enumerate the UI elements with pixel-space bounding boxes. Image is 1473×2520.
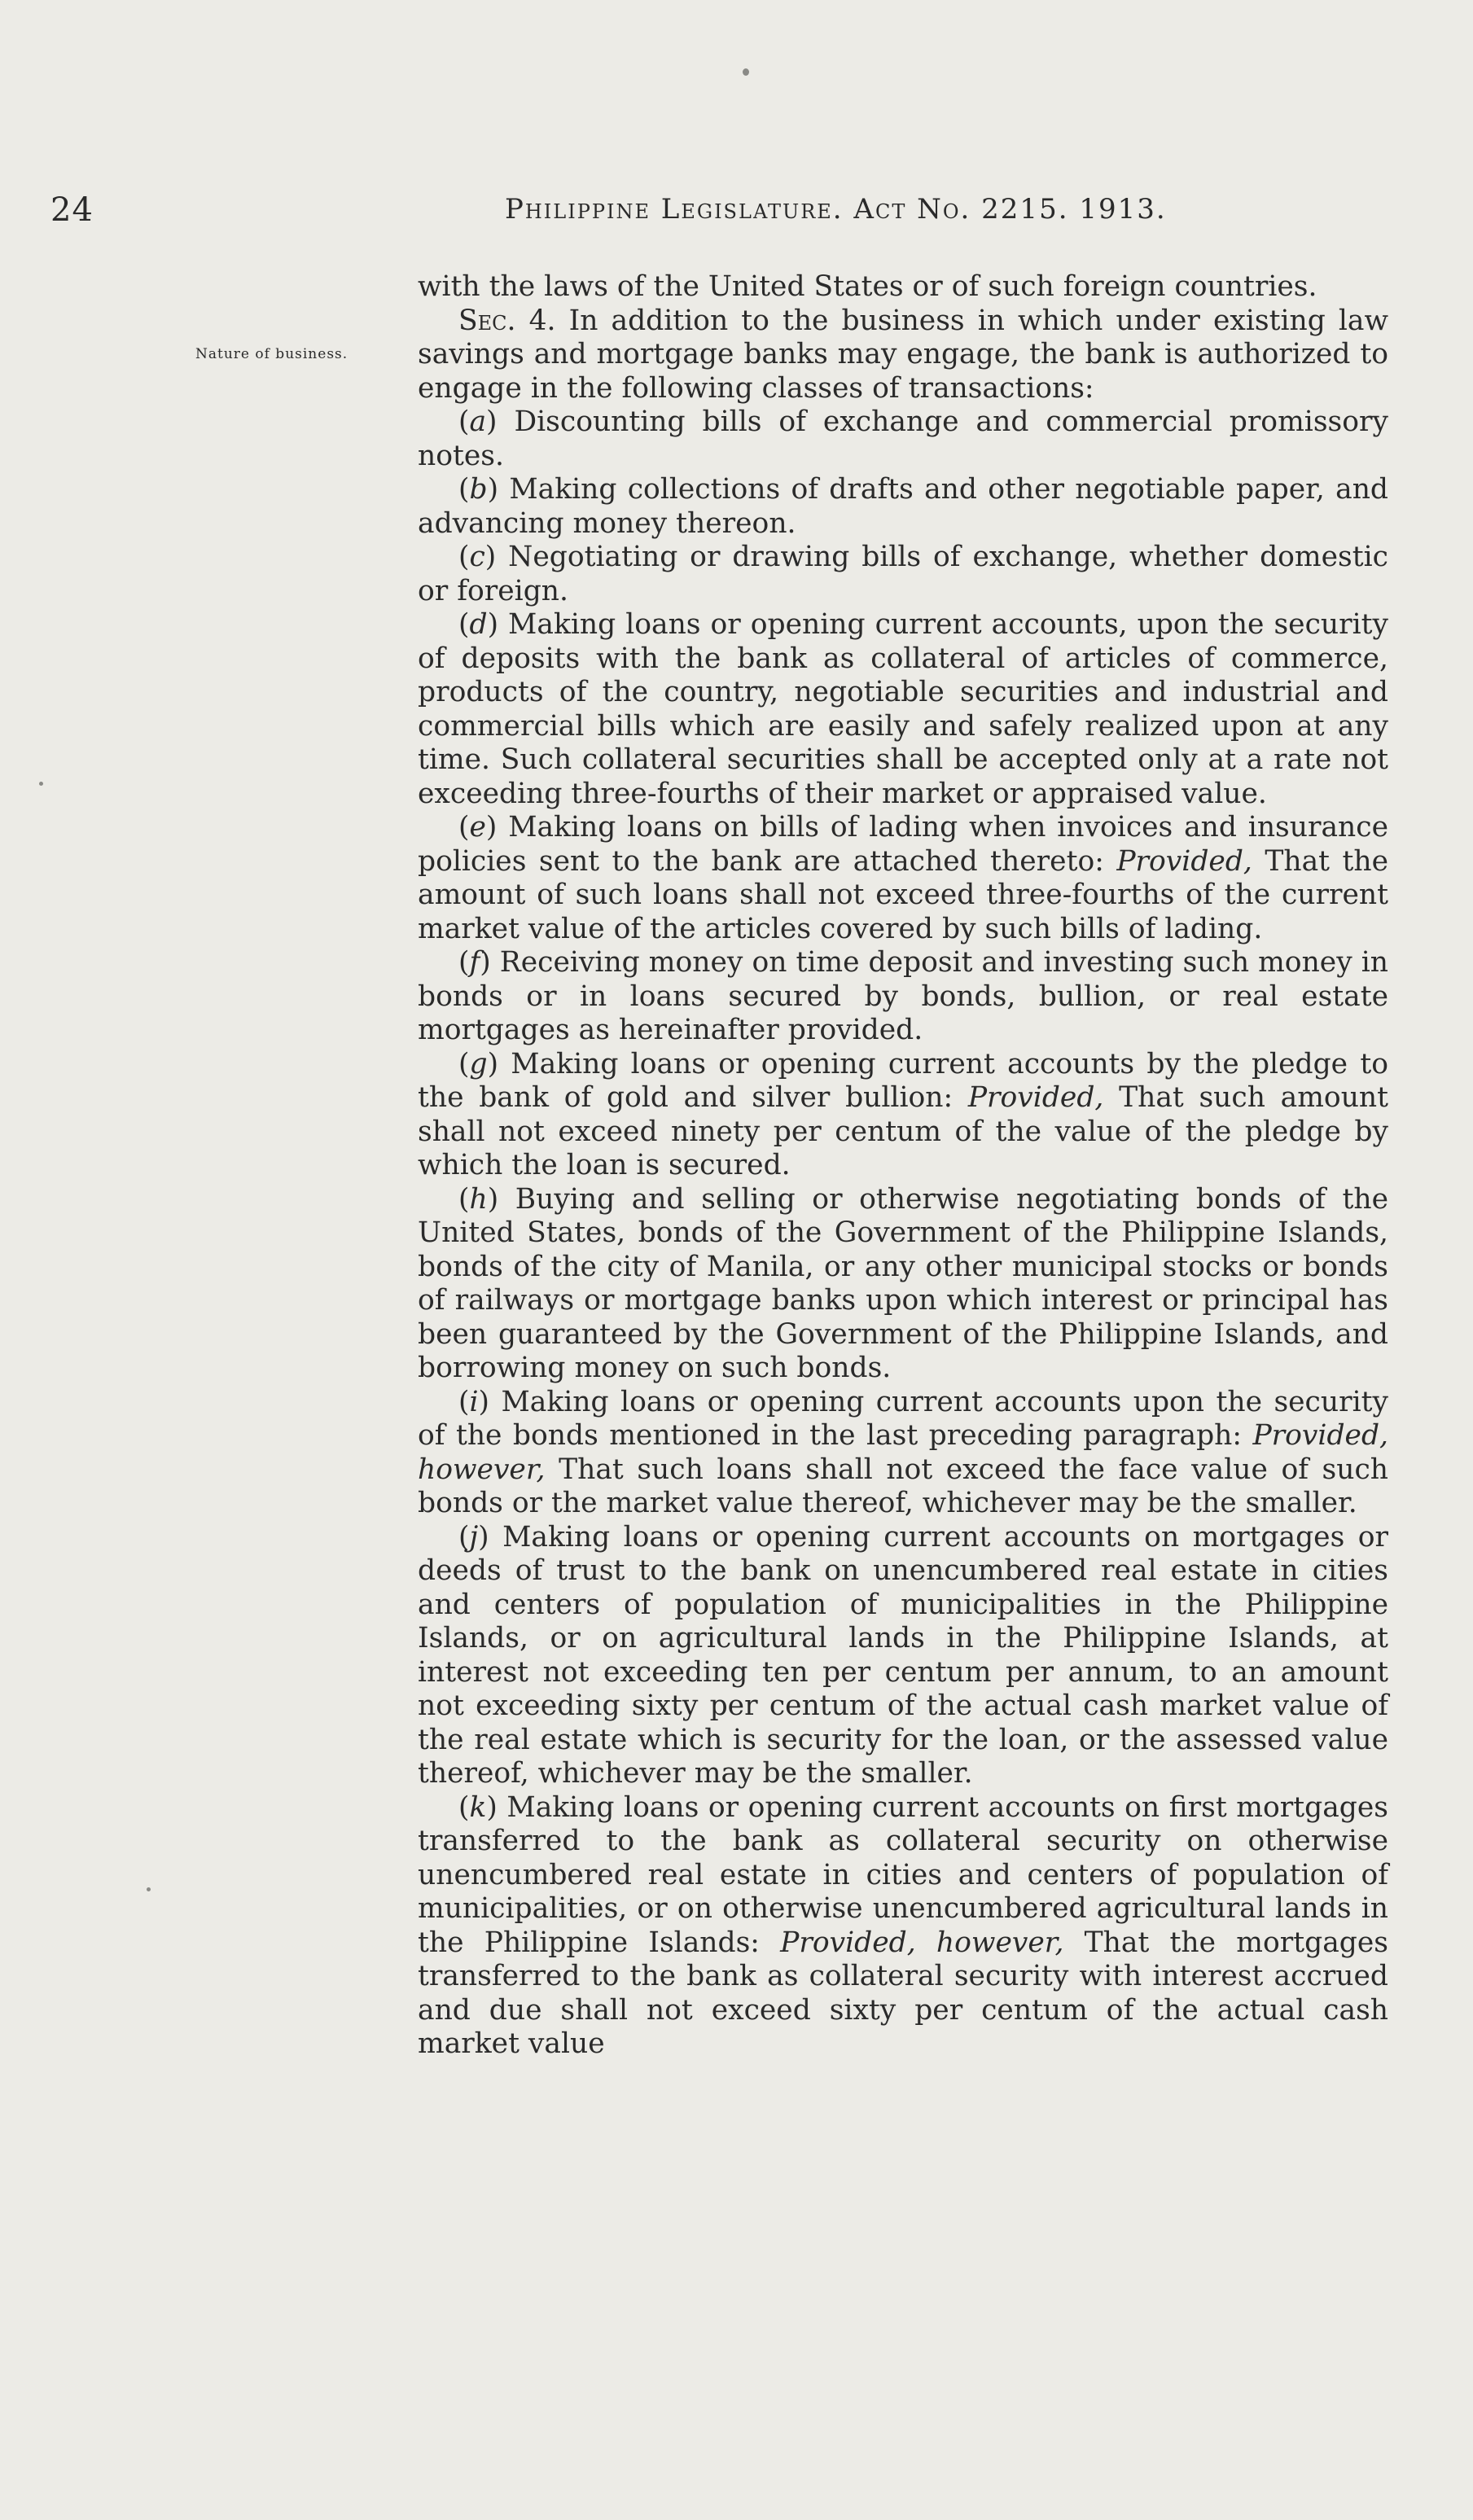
body-text [418,270,1388,2062]
clause-j: (j) Making loans or opening current accounts on mortgages or deeds of trust to the bank on unencumbered real estate in cities and centers of population of municipalities in the Philippine Islands, or on agricultural lands in the Philippine Islands, at interest not exceeding ten per centum per annum, to an amount not exceeding sixty per centum of the actual cash market value of the real estate which is security for the loan, or the assessed value thereof, whichever may be the smaller. [418,1520,1388,1790]
proviso: Provided, [967,1081,1104,1114]
clause-d: (d) Making loans or opening current accounts, upon the security of deposits with the bank as collateral of articles of commerce, products of the country, negotiable securities and industrial and commercial bills which are easily and safely realized upon at any time. Such collateral securities shall be accepted only at a rate not exceeding three-fourths of their market or appraised value. [418,608,1388,810]
clause-text: Making loans on bills of lading when invoices and insurance policies sent to the bank are attached thereto: [418,811,1388,878]
clause-a: (a) Discounting bills of exchange and commercial promissory notes. [418,405,1388,472]
clause-f: (f) Receiving money on time deposit and investing such money in bonds or in loans secured by bonds, bullion, or real estate mortgages as hereinafter provided. [418,946,1388,1046]
clause-text: Discounting bills of exchange and commercial promissory notes. [418,405,1388,472]
paragraph-continuation: with the laws of the United States or of such foreign countries. [418,270,1317,303]
proviso: Provided, however, [418,1419,1388,1486]
clause-letter: e [469,811,486,844]
clause-letter: d [469,608,488,641]
clause-text-continued: That such amount shall not exceed ninety per centum of the value of the pledge by which the loan is secured. [418,1081,1389,1181]
clause-letter: a [469,405,487,438]
clause-letter: j [469,1520,479,1554]
proviso: Provided, [1116,844,1252,878]
marginal-note: Nature of business. [195,346,349,362]
clause-letter: b [469,473,488,506]
page-number: 24 [50,191,94,229]
clause-letter: c [469,541,485,573]
section-text: In addition to the business in which under existing law savings and mortgage banks may engage, the bank is authorized to engage in the following classes of transactions: [418,304,1389,405]
clause-text: Making loans or opening current accounts on first mortgages transferred to the bank as collateral security on otherwise unencumbered real estate in cities and centers of population of municipalities, or on otherwise unencumbered agricultural lands in the Philippine Islands: [418,1790,1388,1959]
running-head-text: Philippine Legislature. Act No. 2215. 1913. [505,193,1167,226]
clause-letter: i [469,1385,479,1418]
clause-k: (k) Making loans or opening current accounts on first mortgages transferred to the bank as collateral security on otherwise unencumbered real estate in cities and centers of population of municipalities, or on otherwise unencumbered agricultural lands in the Philippine Islands: Provided, however, That the mortgages transferred to the bank as collateral security with interest accrued and due shall not exceed sixty per centum of the actual cash market value [418,1790,1388,2060]
scan-speck [147,1887,151,1891]
proviso: Provided, however, [780,1926,1064,1959]
clause-text: Receiving money on time deposit and investing such money in bonds or in loans secured by bonds, bullion, or real estate mortgages as hereinafter provided. [418,946,1388,1046]
clause-text-continued: That the amount of such loans shall not exceed three-fourths of the current market value of the articles covered by such bills of lading. [418,844,1388,945]
clause-text: Negotiating or drawing bills of exchange, whether domestic or foreign. [418,541,1388,607]
clause-letter: g [469,1047,488,1080]
clause-g: (g) Making loans or opening current accounts by the pledge to the bank of gold and silver bullion: Provided, That such amount shall not exceed ninety per centum of the value of the pledge by which the loan is secured. [418,1047,1389,1181]
running-head [505,193,1167,226]
clause-letter: k [469,1790,487,1824]
clause-e: (e) Making loans on bills of lading when invoices and insurance policies sent to the bank are attached thereto: Provided, That the amount of such loans shall not exceed three-fourths of the current market value of the articles covered by such bills of lading. [418,811,1388,945]
clause-text-continued: That the mortgages transferred to the bank as collateral security with interest accrued and due shall not exceed sixty per centum of the actual cash market value [418,1926,1388,2060]
clause-text: Making loans or opening current accounts, upon the security of deposits with the bank as collateral of articles of commerce, products of the country, negotiable securities and industrial and commercial bills which are easily and safely realized upon at any time. Such collateral securities shall be accepted only at a rate not exceeding three-fourths of their market or appraised value. [418,608,1388,810]
clause-c: (c) Negotiating or drawing bills of exchange, whether domestic or foreign. [418,541,1388,607]
clause-text: Making loans or opening current accounts by the pledge to the bank of gold and silver bullion: [418,1047,1388,1114]
clause-letter: h [469,1182,488,1216]
clause-h: (h) Buying and selling or otherwise negotiating bonds of the United States, bonds of the Government of the Philippine Islands, bonds of the city of Manila, or any other municipal stocks or bonds of railways or mortgage banks upon which interest or principal has been guaranteed by the Government of the Philippine Islands, and borrowing money on such bonds. [418,1182,1388,1384]
section-label: Sec. 4. [458,304,556,337]
clause-text: Making loans or opening current accounts on mortgages or deeds of trust to the bank on unencumbered real estate in cities and centers of population of municipalities in the Philippine Islands, or on agricultural lands in the Philippine Islands, at interest not exceeding ten per centum per annum, to an amount not exceeding sixty per centum of the actual cash market value of the real estate which is security for the loan, or the assessed value thereof, whichever may be the smaller. [418,1520,1388,1790]
clause-letter: f [469,946,480,979]
scan-speck [39,782,43,786]
clause-i: (i) Making loans or opening current accounts upon the security of the bonds mentioned in the last preceding paragraph: Provided, however, That such loans shall not exceed the face value of such bonds or the market value thereof, whichever may be the smaller. [418,1385,1389,1519]
clause-text-continued: That such loans shall not exceed the face value of such bonds or the market value thereof, whichever may be the smaller. [418,1453,1389,1519]
clause-text: Making loans or opening current accounts upon the security of the bonds mentioned in the last preceding paragraph: [418,1385,1388,1452]
section-4 [418,305,1388,406]
clause-text: Making collections of drafts and other negotiable paper, and advancing money thereon. [418,473,1388,540]
scan-speck [743,68,749,76]
clause-text: Buying and selling or otherwise negotiating bonds of the United States, bonds of the Government of the Philippine Islands, bonds of the city of Manila, or any other municipal stocks or bonds of railways or mortgage banks upon which interest or principal has been guaranteed by the Government of the Philippine Islands, and borrowing money on such bonds. [418,1182,1388,1384]
clause-b: (b) Making collections of drafts and other negotiable paper, and advancing money thereon. [418,473,1388,540]
